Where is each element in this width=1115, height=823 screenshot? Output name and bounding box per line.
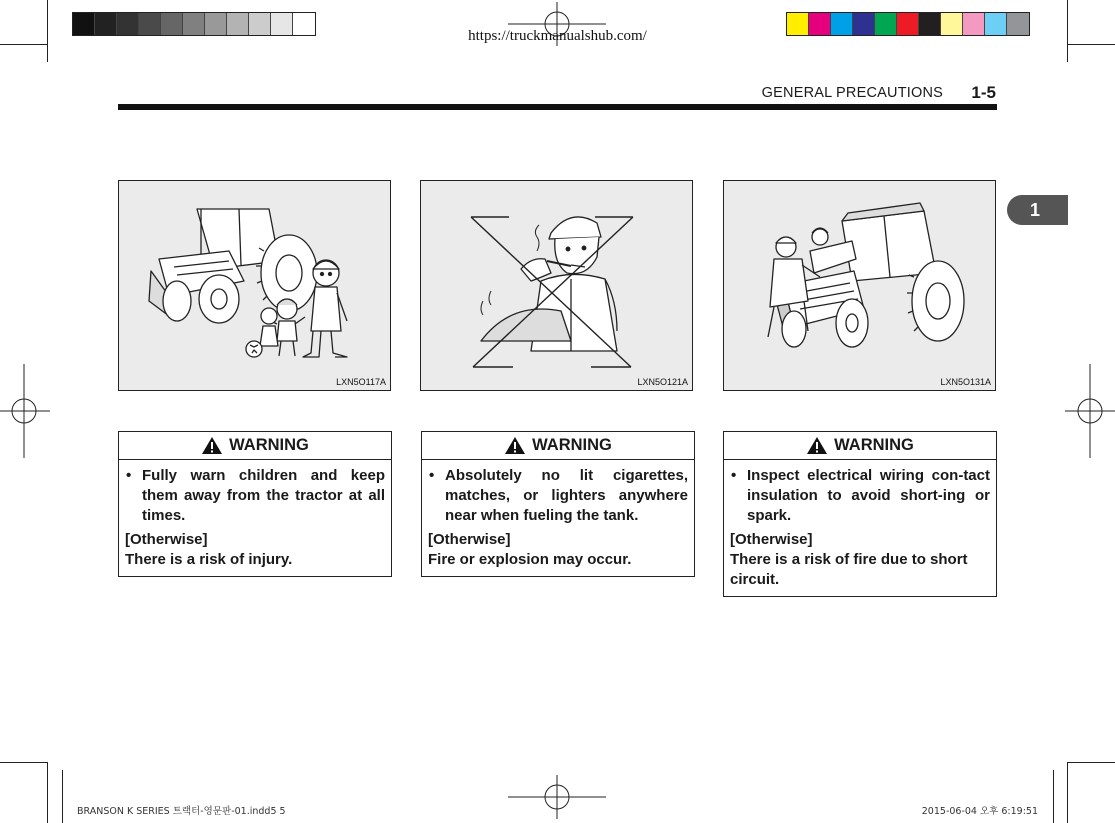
bullet-icon: • <box>429 467 435 484</box>
warning-box-fueling <box>421 431 695 577</box>
bullet-icon: • <box>126 467 132 484</box>
file-info: BRANSON K SERIES 트랙터-영문판-01.indd5 5 <box>77 806 286 817</box>
figure-wiring-warning <box>723 180 996 391</box>
chapter-number: 1 <box>1030 199 1041 220</box>
crop-mark <box>47 762 48 823</box>
warning-bullet <box>428 466 688 526</box>
crop-mark <box>1067 762 1068 823</box>
warning-consequence: There is a risk of injury. <box>125 551 293 568</box>
warning-instruction: Fully warn children and keep them away from the tractor at all times. <box>142 467 385 524</box>
figure-children-warning <box>118 180 391 391</box>
warning-consequence: There is a risk of fire due to short circuit. <box>730 551 968 588</box>
warning-bullet <box>730 466 990 526</box>
tractor-with-children-illustration-icon <box>119 181 391 391</box>
warning-title: WARNING <box>834 436 914 454</box>
warning-consequence: Fire or explosion may occur. <box>428 551 632 568</box>
header-rule <box>118 104 997 110</box>
page-number: 1-5 <box>971 83 996 102</box>
warning-triangle-icon <box>504 436 526 455</box>
bullet-icon: • <box>731 467 737 484</box>
figure-code: LXN5O131A <box>940 377 991 387</box>
chapter-tab[interactable] <box>1007 195 1068 225</box>
figure-code: LXN5O117A <box>336 377 386 387</box>
warning-box-children <box>118 431 392 577</box>
registration-mark-icon <box>508 775 606 819</box>
print-timestamp: 2015-06-04 오후 6:19:51 <box>921 806 1038 817</box>
warning-instruction: Inspect electrical wiring con-tact insulation to avoid short-ing or spark. <box>747 467 990 524</box>
otherwise-label: [Otherwise] <box>730 531 813 548</box>
warning-bullet <box>125 466 385 526</box>
warning-header <box>119 432 391 460</box>
crop-mark <box>1053 770 1054 823</box>
warning-header <box>422 432 694 460</box>
warning-triangle-icon <box>201 436 223 455</box>
otherwise-label: [Otherwise] <box>428 531 511 548</box>
warning-title: WARNING <box>532 436 612 454</box>
warning-triangle-icon <box>806 436 828 455</box>
warning-header <box>724 432 996 460</box>
otherwise-label: [Otherwise] <box>125 531 208 548</box>
section-title: GENERAL PRECAUTIONS <box>761 85 943 101</box>
figure-code: LXN5O121A <box>637 377 688 387</box>
source-url[interactable]: https://truckmanualshub.com/ <box>468 28 647 44</box>
warning-instruction: Absolutely no lit cigarettes, matches, or lighters anywhere near when fueling the tank. <box>445 467 688 524</box>
figure-fueling-warning <box>420 180 693 391</box>
no-smoking-fueling-illustration-icon <box>421 181 693 391</box>
crop-mark <box>0 762 47 763</box>
tractor-wiring-inspection-illustration-icon <box>724 181 996 391</box>
warning-box-wiring <box>723 431 997 597</box>
registration-mark-icon <box>0 364 50 458</box>
crop-mark <box>1068 762 1115 763</box>
registration-mark-icon <box>1065 364 1115 458</box>
warning-title: WARNING <box>229 436 309 454</box>
crop-mark <box>62 770 63 823</box>
